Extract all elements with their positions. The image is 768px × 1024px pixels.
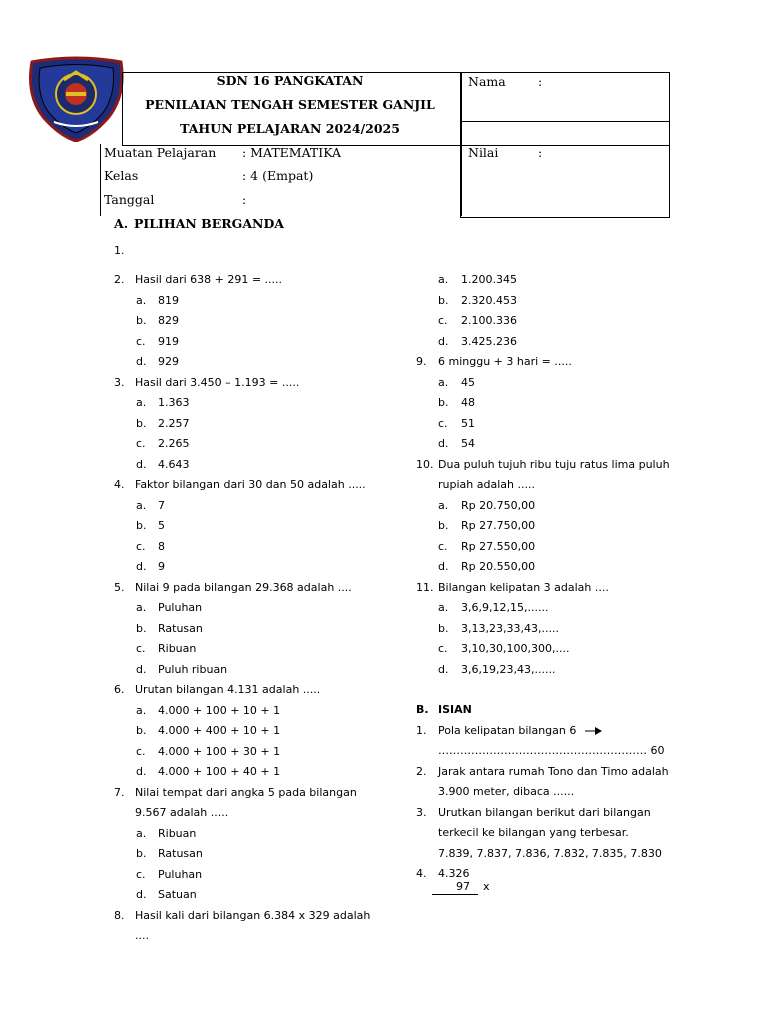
option-text: 829 [158,314,179,327]
nama-divider [460,121,669,122]
option-letter: c. [136,334,146,348]
question-number: 4. [114,478,125,491]
nilai-label: Nilai [468,145,499,160]
isian-number: 1. [416,723,427,737]
option-letter: a. [136,826,147,840]
question-text: Nilai tempat dari angka 5 pada bilangan [135,785,357,799]
class-label: Kelas [104,168,139,183]
option-letter: d. [136,457,147,471]
subject-label: Muatan Pelajaran [104,145,217,160]
option-letter: d. [136,765,147,778]
isian-text: Pola kelipatan bilangan 6 [438,723,577,737]
school-year: TAHUN PELAJARAN 2024/2025 [180,121,400,136]
option-text: Rp 20.550,00 [461,560,536,573]
question-number: 5. [114,580,125,594]
option-text: 1.200.345 [461,273,517,286]
option-letter: b. [136,847,147,860]
option-text: 919 [158,334,179,348]
option-letter: c. [438,539,448,553]
option-letter: c. [136,642,146,655]
option-text: 3,6,9,12,15,...... [461,601,549,614]
question-number: 8. [114,908,125,922]
isian-number: 2. [416,764,427,778]
question-number: 3. [114,375,125,389]
isian-text: Urutkan bilangan berikut dari bilangan [438,805,651,819]
option-letter: b. [438,621,449,635]
option-letter: b. [136,416,147,430]
question-number: 9. [416,355,427,368]
option-letter: c. [136,437,146,450]
option-letter: b. [136,519,147,532]
option-letter: b. [136,724,147,737]
option-text: 2.257 [158,416,190,430]
option-letter: a. [136,293,147,307]
question-text: Nilai 9 pada bilangan 29.368 adalah .... [135,580,352,594]
option-text: 3,13,23,33,43,..... [461,621,559,635]
isian-text: 7.839, 7.837, 7.836, 7.832, 7.835, 7.830 [438,846,662,860]
option-letter: d. [136,888,147,901]
option-text: Puluh ribuan [158,662,228,676]
option-letter: b. [438,293,449,307]
option-letter: d. [438,334,449,348]
option-letter: a. [136,601,147,614]
isian-number: 4. [416,867,427,880]
option-text: 2.100.336 [461,314,517,327]
option-letter: a. [136,703,147,717]
date-value: : [242,192,247,207]
option-letter: c. [136,867,146,881]
option-text: 2.265 [158,437,190,450]
option-text: 4.000 + 100 + 10 + 1 [158,703,281,717]
option-letter: d. [438,560,449,573]
option-text: 1.363 [158,396,190,409]
multiplication-line [432,894,478,895]
isian-text: 3.900 meter, dibaca ...... [438,785,575,798]
question-text: Hasil kali dari bilangan 6.384 x 329 adalah [135,908,371,922]
option-text: 2.320.453 [461,293,517,307]
section-b-title: ISIAN [438,703,472,716]
nama-label: Nama [468,74,506,89]
option-text: 3.425.236 [461,334,517,348]
nilai-colon: : [538,145,543,160]
option-letter: b. [438,519,449,532]
option-text: 4.000 + 100 + 40 + 1 [158,765,281,778]
option-text: 54 [461,437,475,450]
section-a-letter: A. [114,216,129,231]
option-letter: c. [438,642,448,655]
option-letter: d. [136,662,147,676]
option-text: 929 [158,355,179,368]
option-text: Rp 27.550,00 [461,539,536,553]
option-letter: d. [136,355,147,368]
class-value: : 4 (Empat) [242,168,314,183]
option-text: 7 [158,498,165,512]
question-text: 6 minggu + 3 hari = ..... [438,355,572,368]
option-letter: a. [438,601,449,614]
option-text: Satuan [158,888,197,901]
date-label: Tanggal [104,192,155,207]
option-text: Ribuan [158,642,197,655]
question-text: Hasil dari 638 + 291 = ..... [135,273,283,286]
option-text: 3,10,30,100,300,.... [461,642,570,655]
option-text: 4.000 + 100 + 30 + 1 [158,744,281,758]
option-text: Rp 20.750,00 [461,498,536,512]
option-text: 48 [461,396,475,409]
isian-number: 3. [416,805,427,819]
question-number: 11. [416,580,434,594]
option-text: 8 [158,539,165,553]
school-name: SDN 16 PANGKATAN [216,73,364,88]
isian-text: Jarak antara rumah Tono dan Timo adalah [438,764,669,778]
nama-colon: : [538,74,543,89]
option-text: Ratusan [158,621,203,635]
exam-title: PENILAIAN TENGAH SEMESTER GANJIL [145,97,435,112]
isian-text: ………………………………………………… 60 [438,744,665,757]
option-letter: d. [438,662,449,676]
option-text: 5 [158,519,165,532]
question-text: Hasil dari 3.450 – 1.193 = ..... [135,375,300,389]
subject-value: : MATEMATIKA [242,145,342,160]
question-text: .... [135,929,149,942]
question-number: 7. [114,785,125,799]
option-letter: a. [136,498,147,512]
option-letter: a. [438,375,449,389]
option-text: 3,6,19,23,43,...... [461,662,556,676]
option-text: Puluhan [158,867,203,881]
option-letter: d. [438,437,449,450]
question-text: Faktor bilangan dari 30 dan 50 adalah ..... [135,478,366,491]
isian-text: terkecil ke bilangan yang terbesar. [438,826,629,839]
section-a-title: PILIHAN BERGANDA [134,216,284,231]
question-text: Urutan bilangan 4.131 adalah ..... [135,683,321,696]
question-text: Bilangan kelipatan 3 adalah .... [438,580,609,594]
option-letter: c. [438,314,448,327]
option-text: Ratusan [158,847,203,860]
question-1-number: 1. [114,244,125,257]
option-letter: c. [136,539,146,553]
option-letter: b. [136,621,147,635]
option-letter: a. [438,498,449,512]
option-text: 51 [461,416,475,430]
school-emblem-logo [26,56,127,142]
question-number: 6. [114,683,125,696]
option-letter: b. [136,314,147,327]
question-number: 10. [416,457,434,471]
question-text: rupiah adalah ..... [438,478,535,491]
multiplication-sign: x [483,880,490,893]
option-text: 9 [158,560,165,573]
option-letter: a. [136,396,147,409]
option-letter: b. [438,396,449,409]
option-text: 45 [461,375,475,389]
option-text: 4.643 [158,457,190,471]
option-text: Ribuan [158,826,197,840]
option-text: 4.000 + 400 + 10 + 1 [158,724,281,737]
option-letter: d. [136,560,147,573]
option-letter: c. [136,744,146,758]
arrow-right-icon [585,725,603,737]
multiplication-operand: 97 [456,880,470,893]
question-number: 2. [114,273,125,286]
isian-text: 4.326 [438,867,470,880]
question-text: Dua puluh tujuh ribu tuju ratus lima puluh [438,457,670,471]
option-text: Rp 27.750,00 [461,519,536,532]
question-text: 9.567 adalah ..... [135,806,229,819]
section-b-letter: B. [416,703,429,716]
option-letter: c. [438,416,448,430]
option-text: 819 [158,293,179,307]
option-letter: a. [438,273,449,286]
option-text: Puluhan [158,601,203,614]
